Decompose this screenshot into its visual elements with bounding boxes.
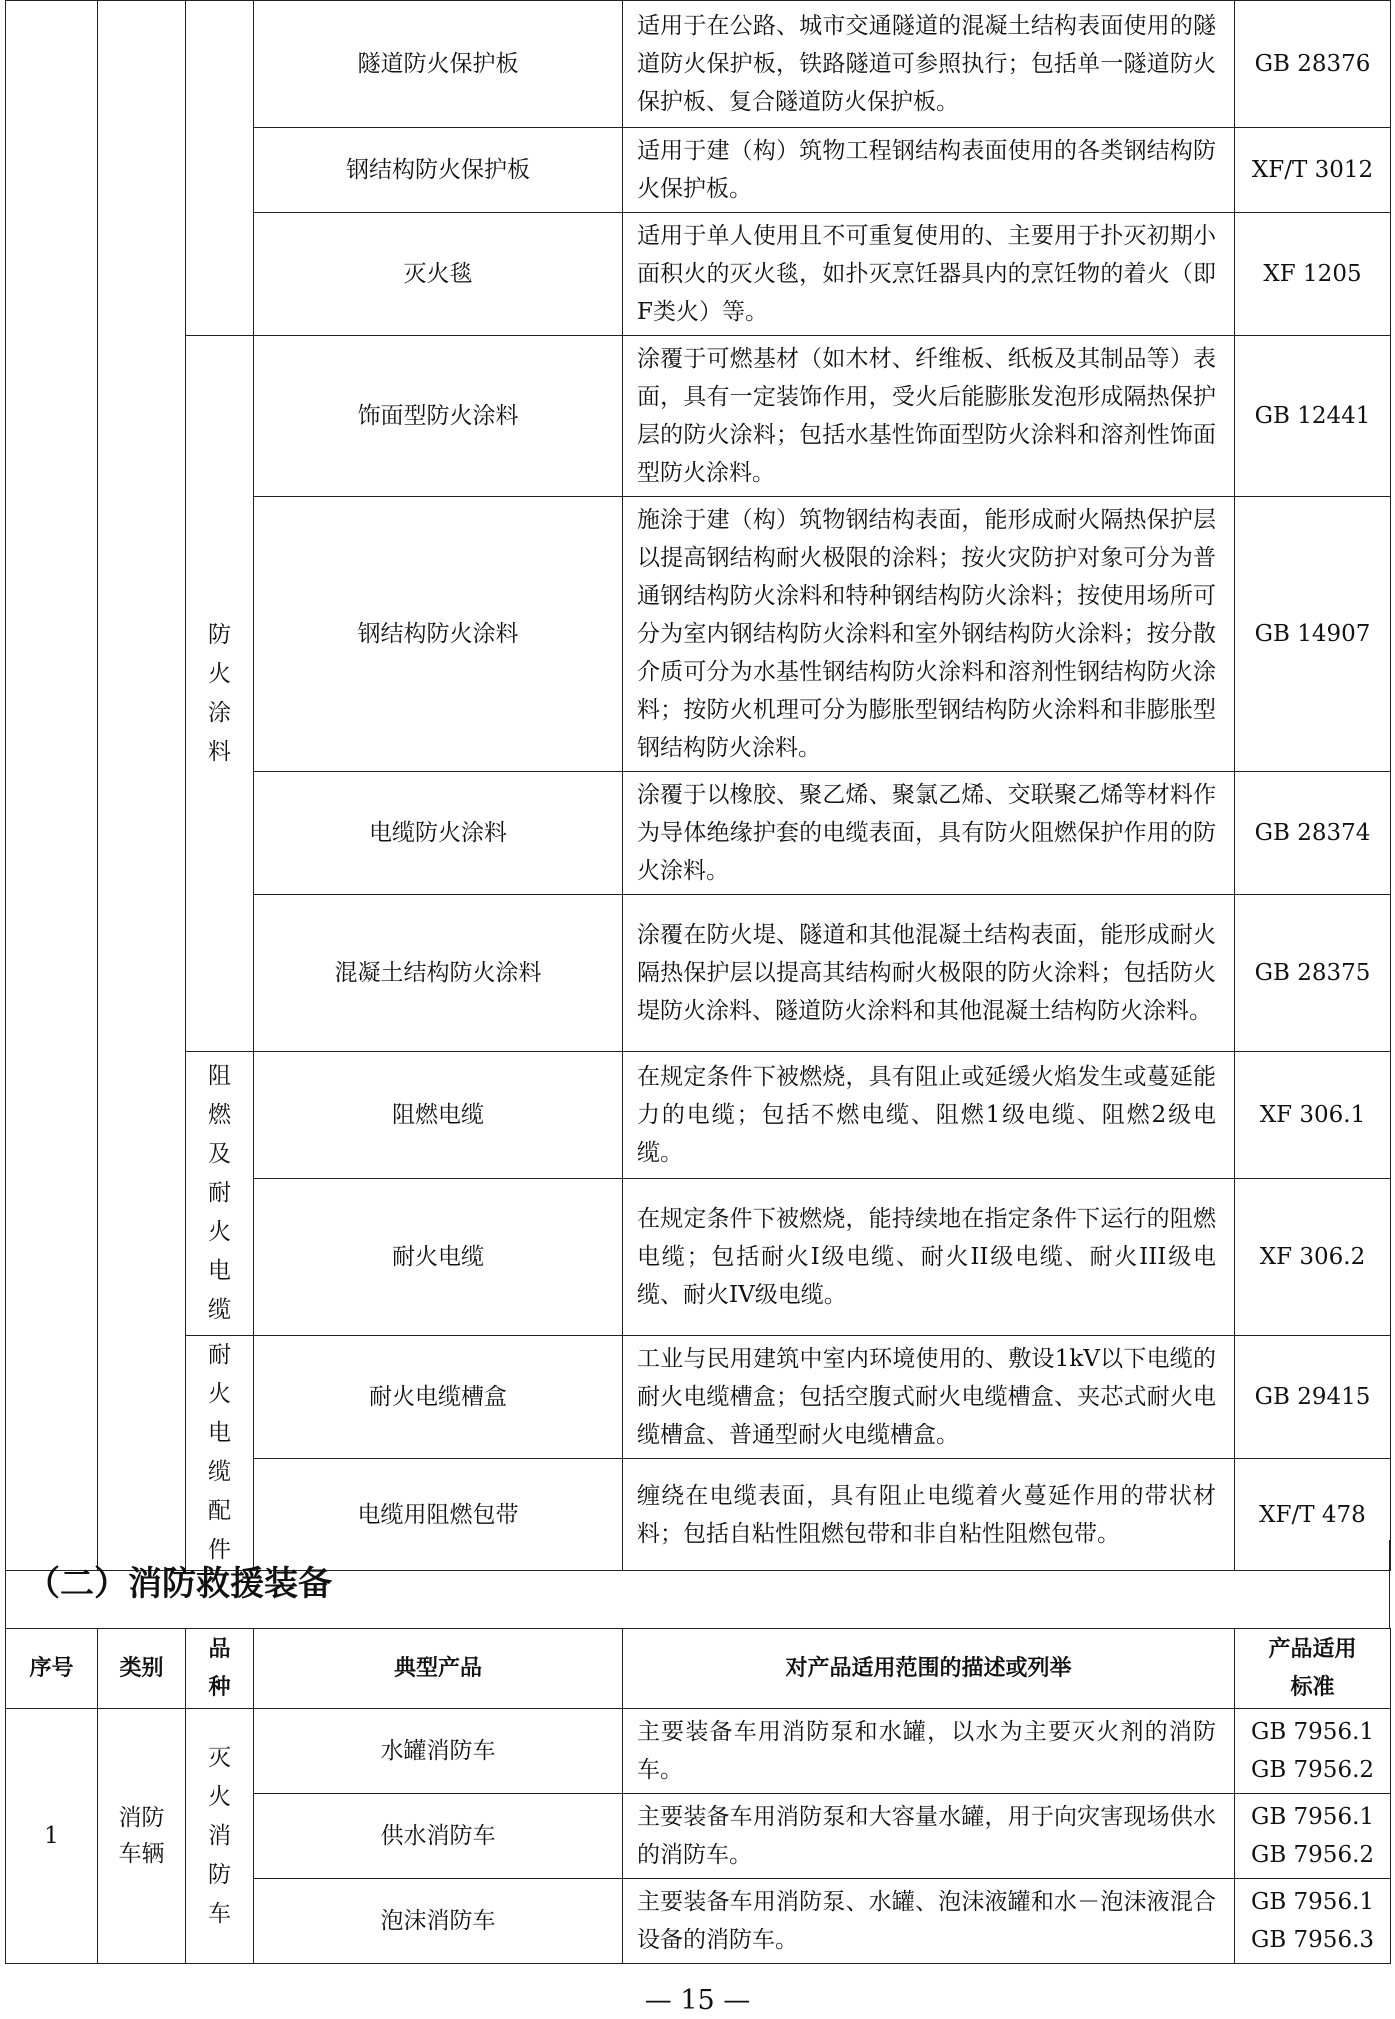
kind-cell <box>186 1 254 336</box>
standard-cell: GB 7956.1 GB 7956.3 <box>1235 1879 1391 1964</box>
kind-cell: 防火涂料 <box>186 336 254 1052</box>
table-row <box>6 1709 1391 1794</box>
standard-cell: GB 29415 <box>1235 1336 1391 1459</box>
product-cell: 钢结构防火涂料 <box>254 497 623 772</box>
header-standard: 产品适用标准 <box>1235 1629 1391 1709</box>
product-cell: 电缆用阻燃包带 <box>254 1459 623 1571</box>
product-cell: 混凝土结构防火涂料 <box>254 895 623 1052</box>
standard-cell: GB 28374 <box>1235 772 1391 895</box>
product-cell: 隧道防火保护板 <box>254 1 623 128</box>
standard-cell: GB 7956.1 GB 7956.2 <box>1235 1709 1391 1794</box>
seq-cell: 1 <box>6 1709 98 1964</box>
product-cell: 供水消防车 <box>254 1794 623 1879</box>
product-cell: 耐火电缆 <box>254 1179 623 1336</box>
product-cell: 阻燃电缆 <box>254 1052 623 1179</box>
table-continued <box>5 0 1391 1571</box>
product-cell: 灭火毯 <box>254 213 623 336</box>
header-seq: 序号 <box>6 1629 98 1709</box>
description-cell: 适用于在公路、城市交通隧道的混凝土结构表面使用的隧道防火保护板，铁路隧道可参照执行；包括单一隧道防火保护板、复合隧道防火保护板。 <box>623 1 1235 128</box>
table-row <box>6 336 1391 497</box>
product-cell: 钢结构防火保护板 <box>254 128 623 213</box>
table-row <box>6 1 1391 128</box>
equipment-table <box>5 1628 1391 1964</box>
description-cell: 在规定条件下被燃烧，能持续地在指定条件下运行的阻燃电缆；包括耐火I级电缆、耐火II级电缆、耐火III级电缆、耐火IV级电缆。 <box>623 1179 1235 1336</box>
page-number: — 15 — <box>644 1985 751 2016</box>
category-cell <box>98 1 186 1571</box>
standard-cell: XF 306.2 <box>1235 1179 1391 1336</box>
header-kind: 品种 <box>186 1629 254 1709</box>
description-cell: 在规定条件下被燃烧，具有阻止或延缓火焰发生或蔓延能力的电缆；包括不燃电缆、阻燃1级电缆、阻燃2级电缆。 <box>623 1052 1235 1179</box>
standard-cell: XF 1205 <box>1235 213 1391 336</box>
standard-cell: XF/T 3012 <box>1235 128 1391 213</box>
description-cell: 缠绕在电缆表面，具有阻止电缆着火蔓延作用的带状材料；包括自粘性阻燃包带和非自粘性阻燃包带。 <box>623 1459 1235 1571</box>
product-cell: 泡沫消防车 <box>254 1879 623 1964</box>
standard-cell: XF 306.1 <box>1235 1052 1391 1179</box>
product-cell: 电缆防火涂料 <box>254 772 623 895</box>
standard-cell: GB 7956.1 GB 7956.2 <box>1235 1794 1391 1879</box>
description-cell: 适用于建（构）筑物工程钢结构表面使用的各类钢结构防火保护板。 <box>623 128 1235 213</box>
header-description: 对产品适用范围的描述或列举 <box>623 1629 1235 1709</box>
kind-cell: 耐火电缆配件 <box>186 1336 254 1571</box>
description-cell: 适用于单人使用且不可重复使用的、主要用于扑灭初期小面积火的灭火毯，如扑灭烹饪器具内的烹饪物的着火（即F类火）等。 <box>623 213 1235 336</box>
description-cell: 涂覆于可燃基材（如木材、纤维板、纸板及其制品等）表面，具有一定装饰作用，受火后能膨胀发泡形成隔热保护层的防火涂料；包括水基性饰面型防火涂料和溶剂性饰面型防火涂料。 <box>623 336 1235 497</box>
standard-cell: XF/T 478 <box>1235 1459 1391 1571</box>
kind-cell: 阻燃及耐火电缆 <box>186 1052 254 1336</box>
table-header-row <box>6 1629 1391 1709</box>
description-cell: 涂覆在防火堤、隧道和其他混凝土结构表面，能形成耐火隔热保护层以提高其结构耐火极限的防火涂料；包括防火堤防火涂料、隧道防火涂料和其他混凝土结构防火涂料。 <box>623 895 1235 1052</box>
description-cell: 工业与民用建筑中室内环境使用的、敷设1kV以下电缆的耐火电缆槽盒；包括空腹式耐火电缆槽盒、夹芯式耐火电缆槽盒、普通型耐火电缆槽盒。 <box>623 1336 1235 1459</box>
standard-cell: GB 12441 <box>1235 336 1391 497</box>
product-cell: 耐火电缆槽盒 <box>254 1336 623 1459</box>
description-cell: 涂覆于以橡胶、聚乙烯、聚氯乙烯、交联聚乙烯等材料作为导体绝缘护套的电缆表面，具有防火阻燃保护作用的防火涂料。 <box>623 772 1235 895</box>
standard-cell: GB 14907 <box>1235 497 1391 772</box>
table-row <box>6 1336 1391 1459</box>
kind-cell: 灭火消防车 <box>186 1709 254 1964</box>
description-cell: 主要装备车用消防泵、水罐、泡沫液罐和水－泡沫液混合设备的消防车。 <box>623 1879 1235 1964</box>
standard-cell: GB 28375 <box>1235 895 1391 1052</box>
description-cell: 主要装备车用消防泵和水罐，以水为主要灭火剂的消防车。 <box>623 1709 1235 1794</box>
description-cell: 施涂于建（构）筑物钢结构表面，能形成耐火隔热保护层以提高钢结构耐火极限的涂料；按火灾防护对象可分为普通钢结构防火涂料和特种钢结构防火涂料；按使用场所可分为室内钢结构防火涂料和室外钢结构防火涂料；按分散介质可分为水基性钢结构防火涂料和溶剂性钢结构防火涂料；按防火机理可分为膨胀型钢结构防火涂料和非膨胀型钢结构防火涂料。 <box>623 497 1235 772</box>
table-row <box>6 1052 1391 1179</box>
product-cell: 饰面型防火涂料 <box>254 336 623 497</box>
header-category: 类别 <box>98 1629 186 1709</box>
product-cell: 水罐消防车 <box>254 1709 623 1794</box>
seq-cell <box>6 1 98 1571</box>
standard-cell: GB 28376 <box>1235 1 1391 128</box>
category-cell: 消防车辆 <box>98 1709 186 1964</box>
description-cell: 主要装备车用消防泵和大容量水罐，用于向灾害现场供水的消防车。 <box>623 1794 1235 1879</box>
section-title: （二）消防救援装备 <box>5 1540 1390 1628</box>
header-product: 典型产品 <box>254 1629 623 1709</box>
